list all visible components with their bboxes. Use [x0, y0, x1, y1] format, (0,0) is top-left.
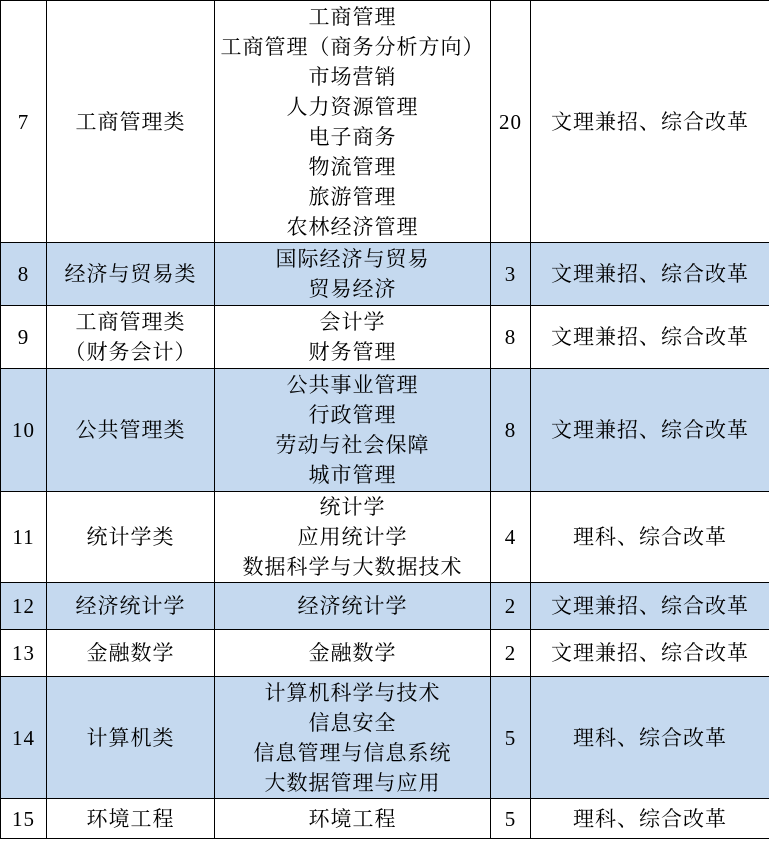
major-line: 物流管理 — [308, 154, 397, 179]
major-line: 工商管理（商务分析方向） — [220, 34, 485, 59]
row-number-cell: 12 — [1, 583, 47, 630]
type-cell: 文理兼招、综合改革 — [531, 1, 769, 243]
category-line: 环境工程 — [86, 806, 175, 831]
row-number-cell: 11 — [1, 492, 47, 583]
table-row — [1, 630, 769, 677]
count-cell: 5 — [491, 799, 531, 839]
count-cell: 8 — [491, 369, 531, 492]
major-line: 行政管理 — [308, 403, 397, 427]
major-line: 环境工程 — [308, 806, 397, 831]
count-cell: 8 — [491, 306, 531, 369]
row-number-cell: 9 — [1, 306, 47, 369]
type-cell: 文理兼招、综合改革 — [531, 369, 769, 492]
type-cell: 文理兼招、综合改革 — [531, 306, 769, 369]
count-cell: 2 — [491, 583, 531, 630]
majors-cell — [215, 243, 491, 306]
major-line: 工商管理 — [308, 4, 397, 29]
table-row — [1, 492, 769, 583]
row-number-cell: 10 — [1, 369, 47, 492]
major-line: 数据科学与大数据技术 — [242, 555, 463, 579]
category-cell — [47, 243, 215, 306]
row-number-cell: 15 — [1, 799, 47, 839]
major-line: 信息管理与信息系统 — [253, 740, 452, 765]
major-line: 会计学 — [319, 310, 386, 334]
category-line: 经济统计学 — [75, 594, 186, 618]
category-line: 经济与贸易类 — [64, 262, 197, 286]
category-line: 工商管理类 — [75, 109, 186, 134]
category-line: （财务会计） — [64, 340, 197, 364]
type-cell: 理科、综合改革 — [531, 677, 769, 799]
count-cell: 2 — [491, 630, 531, 677]
major-line: 旅游管理 — [308, 184, 397, 209]
type-cell: 文理兼招、综合改革 — [531, 583, 769, 630]
major-line: 市场营销 — [308, 64, 397, 89]
category-cell — [47, 799, 215, 839]
major-line: 经济统计学 — [297, 594, 408, 618]
row-number-cell: 13 — [1, 630, 47, 677]
majors-cell — [215, 630, 491, 677]
category-cell — [47, 677, 215, 799]
row-number-cell: 7 — [1, 1, 47, 243]
table-row — [1, 306, 769, 369]
row-number-cell: 8 — [1, 243, 47, 306]
type-cell: 理科、综合改革 — [531, 492, 769, 583]
major-line: 计算机科学与技术 — [264, 680, 441, 705]
count-cell: 4 — [491, 492, 531, 583]
count-cell: 20 — [491, 1, 531, 243]
category-line: 工商管理类 — [75, 310, 186, 334]
table-row — [1, 799, 769, 839]
major-line: 人力资源管理 — [286, 94, 419, 119]
majors-cell — [215, 583, 491, 630]
table-row — [1, 369, 769, 492]
count-cell: 5 — [491, 677, 531, 799]
major-line: 劳动与社会保障 — [275, 433, 430, 457]
type-cell: 理科、综合改革 — [531, 799, 769, 839]
majors-cell — [215, 369, 491, 492]
major-line: 统计学 — [319, 495, 386, 519]
majors-cell — [215, 492, 491, 583]
major-line: 信息安全 — [308, 710, 397, 735]
major-line: 贸易经济 — [308, 277, 397, 301]
category-line: 计算机类 — [86, 725, 175, 750]
major-line: 公共事业管理 — [286, 373, 419, 397]
majors-cell — [215, 1, 491, 243]
table-row — [1, 243, 769, 306]
type-cell: 文理兼招、综合改革 — [531, 243, 769, 306]
category-cell — [47, 630, 215, 677]
category-line: 公共管理类 — [75, 418, 186, 442]
category-cell — [47, 306, 215, 369]
major-line: 电子商务 — [308, 124, 397, 149]
major-line: 农林经济管理 — [286, 214, 419, 239]
row-number-cell: 14 — [1, 677, 47, 799]
category-cell — [47, 583, 215, 630]
major-line: 国际经济与贸易 — [275, 247, 430, 271]
majors-cell — [215, 306, 491, 369]
major-line: 财务管理 — [308, 340, 397, 364]
category-cell — [47, 492, 215, 583]
majors-cell — [215, 677, 491, 799]
major-line: 应用统计学 — [297, 525, 408, 549]
major-line: 城市管理 — [308, 463, 397, 487]
category-line: 统计学类 — [86, 525, 175, 549]
table-row — [1, 583, 769, 630]
table-body — [1, 1, 769, 839]
category-cell — [47, 369, 215, 492]
majors-cell — [215, 799, 491, 839]
count-cell: 3 — [491, 243, 531, 306]
major-line: 大数据管理与应用 — [264, 770, 441, 795]
category-line: 金融数学 — [86, 641, 175, 665]
type-cell: 文理兼招、综合改革 — [531, 630, 769, 677]
category-cell — [47, 1, 215, 243]
table-row — [1, 677, 769, 799]
table-row — [1, 1, 769, 243]
major-line: 金融数学 — [308, 641, 397, 665]
